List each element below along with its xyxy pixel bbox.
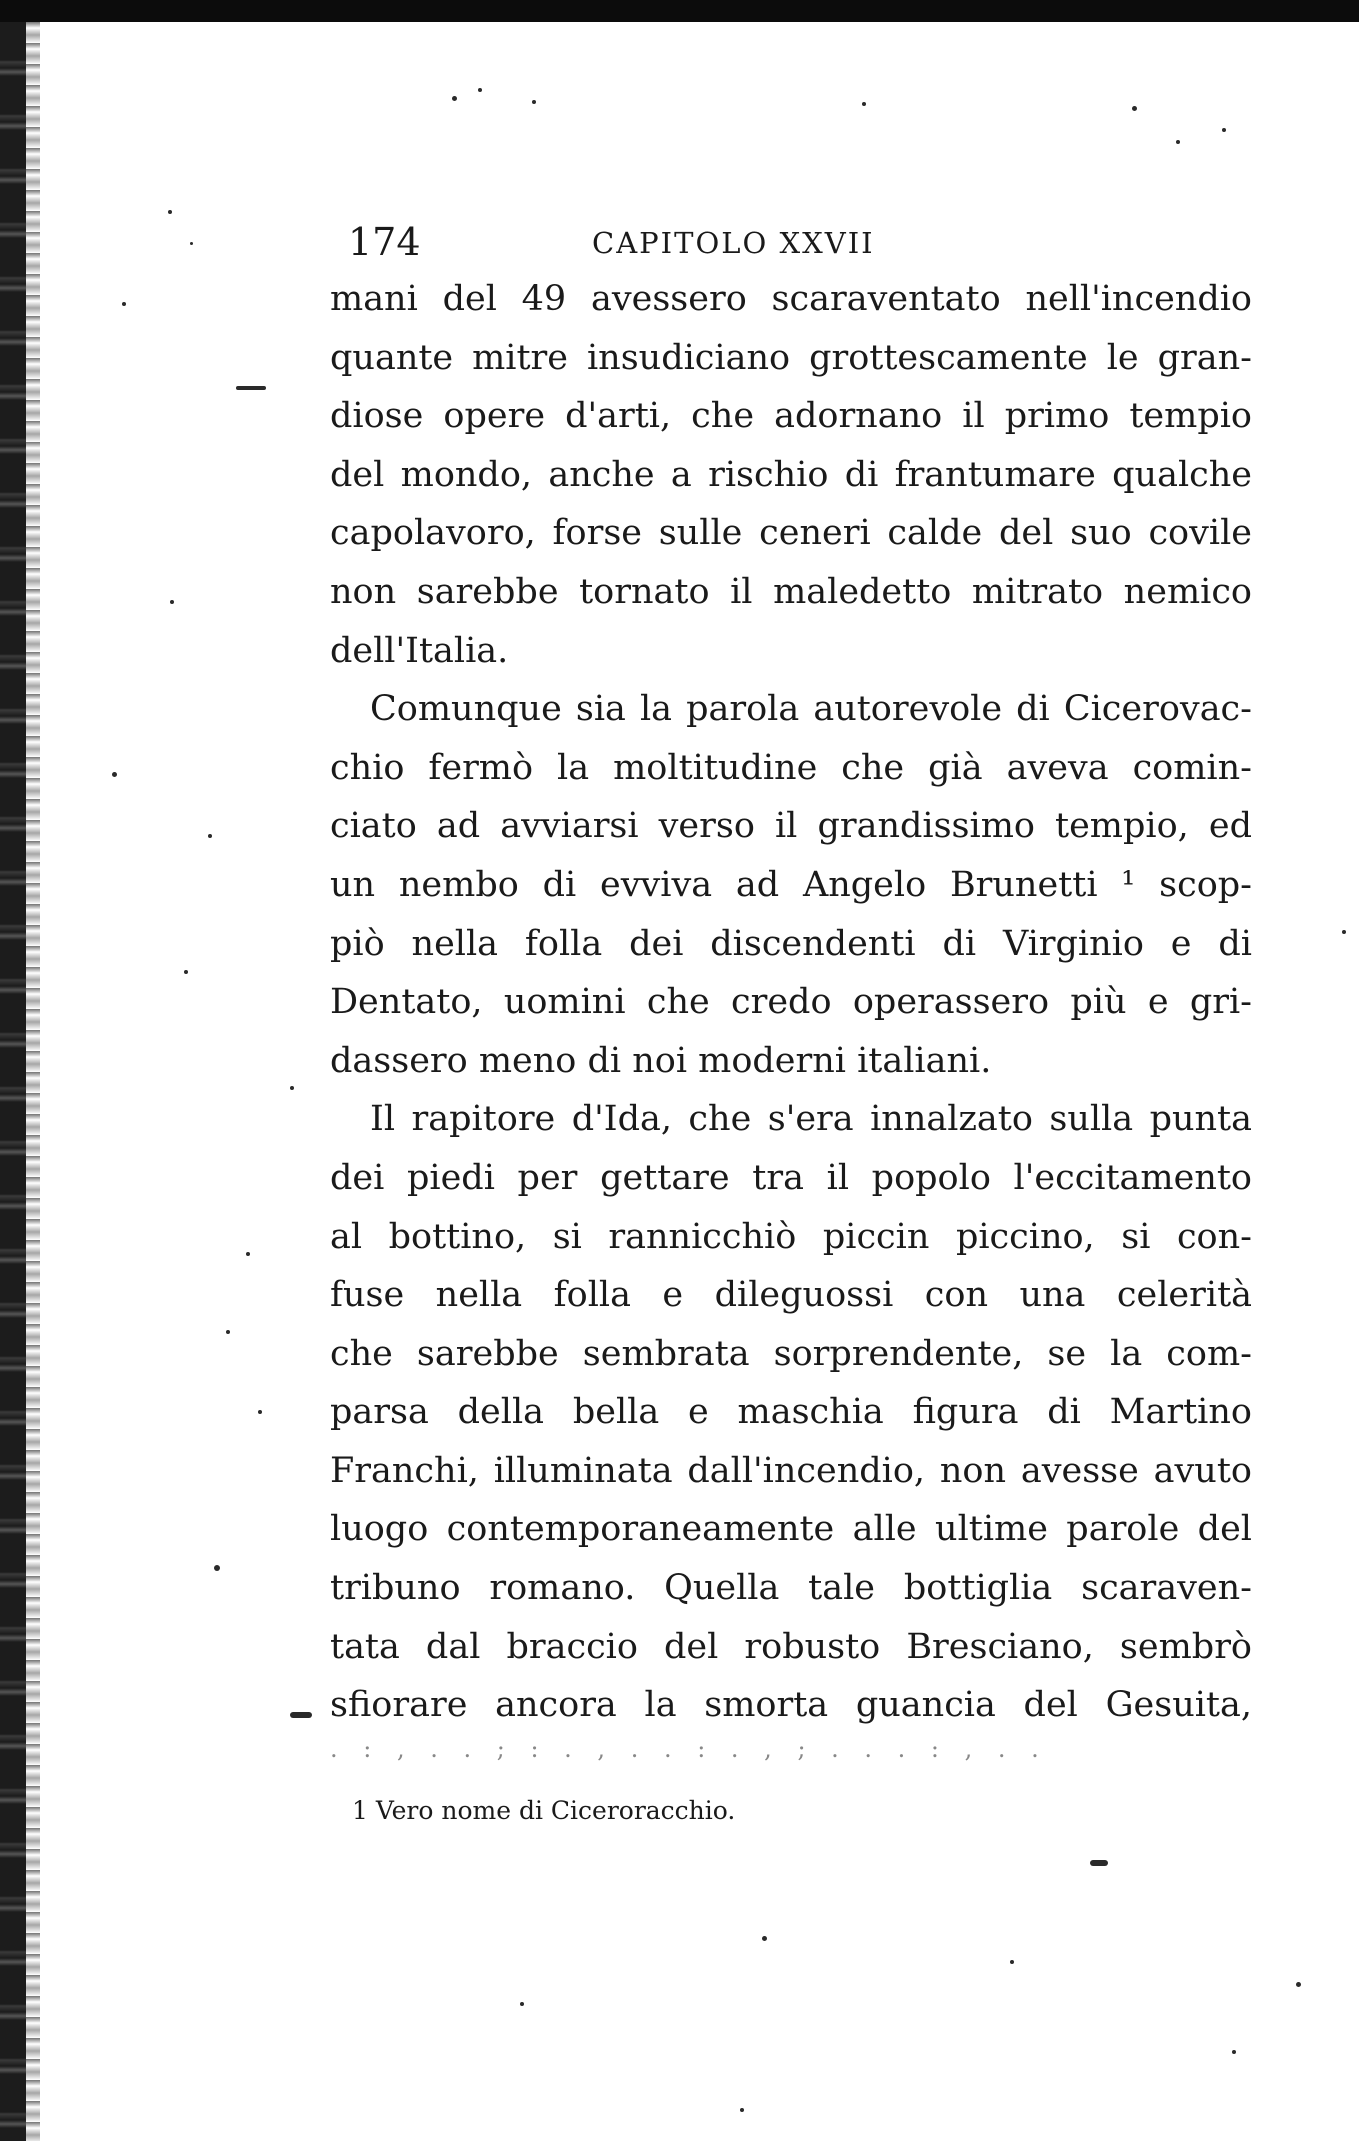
- chapter-title: CAPITOLO XXVII: [592, 226, 875, 260]
- speck: [478, 88, 482, 92]
- text-line: dell'Italia.: [330, 630, 509, 671]
- page-number: 174: [348, 220, 421, 264]
- scan-left-edge: [0, 22, 26, 2141]
- text-line: al bottino, si rannicchiò piccin piccino, si con-: [330, 1216, 1252, 1257]
- text-line: Dentato, uomini che credo operassero più e gri-: [330, 982, 1252, 1023]
- scan-top-border: [0, 0, 1359, 22]
- paragraph-3: [330, 1090, 1252, 1735]
- text-line: un nembo di evviva ad Angelo Brunetti ¹ scop-: [330, 864, 1252, 905]
- speck: [1232, 2050, 1236, 2054]
- speck: [862, 102, 866, 106]
- speck: [1176, 140, 1180, 144]
- paragraph-2: [330, 680, 1252, 1090]
- text-line: Comunque sia la parola autorevole di Cicerovac-: [370, 689, 1252, 730]
- speck: [1010, 1960, 1014, 1964]
- text-line: capolavoro, forse sulle ceneri calde del suo covile: [330, 513, 1252, 554]
- speck: [1296, 1982, 1301, 1987]
- speck: [184, 970, 188, 974]
- text-line: piò nella folla dei discendenti di Virginio e di: [330, 923, 1252, 964]
- page-header: [330, 220, 1252, 270]
- speck: [1090, 1860, 1108, 1866]
- text-line: diose opere d'arti, che adornano il primo tempio: [330, 396, 1252, 437]
- speck: [190, 242, 193, 245]
- speck: [520, 2002, 524, 2006]
- text-line: parsa della bella e maschia figura di Martino: [330, 1392, 1252, 1433]
- text-line: che sarebbe sembrata sorprendente, se la com-: [330, 1333, 1252, 1374]
- speck: [290, 1086, 294, 1090]
- paragraph-1: [330, 270, 1252, 680]
- speck: [112, 772, 117, 777]
- text-line: chio fermò la moltitudine che già aveva comin-: [330, 747, 1252, 788]
- speck: [1222, 128, 1226, 132]
- speck: [208, 834, 212, 838]
- scan-left-edge-fringe: [26, 22, 40, 2141]
- text-line: Franchi, illuminata dall'incendio, non avesse avuto: [330, 1450, 1252, 1491]
- speck: [170, 600, 174, 604]
- speck: [1132, 106, 1137, 111]
- speck: [246, 1252, 250, 1256]
- text-line: del mondo, anche a rischio di frantumare qualche: [330, 454, 1252, 495]
- text-line: dassero meno di noi moderni italiani.: [330, 1040, 992, 1081]
- book-page: [330, 220, 1252, 1831]
- speck: [214, 1565, 220, 1571]
- speck: [452, 96, 457, 101]
- speck: [740, 2108, 744, 2112]
- text-line: mani del 49 avessero scaraventato nell'incendio: [330, 279, 1252, 319]
- text-line: non sarebbe tornato il maledetto mitrato nemico: [330, 571, 1252, 612]
- text-line: dei piedi per gettare tra il popolo l'eccitamento: [330, 1157, 1252, 1198]
- speck: [290, 1712, 312, 1718]
- text-line: ciato ad avviarsi verso il grandissimo tempio, ed: [330, 806, 1252, 847]
- footnote: 1 Vero nome di Ciceroracchio.: [352, 1795, 736, 1825]
- text-line: Il rapitore d'Ida, che s'era innalzato sulla punta: [370, 1099, 1252, 1140]
- text-line: tata dal braccio del robusto Bresciano, sembrò: [330, 1626, 1252, 1667]
- speck: [122, 302, 126, 306]
- text-line: fuse nella folla e dileguossi con una celerità: [330, 1275, 1252, 1316]
- faded-bleedthrough-line: . : , . . ; : . , . . : . , ; . . . : , . .: [330, 1734, 1048, 1763]
- speck: [532, 100, 536, 104]
- speck: [762, 1936, 767, 1941]
- text-line: luogo contemporaneamente alle ultime parole del: [330, 1509, 1252, 1550]
- speck: [236, 386, 266, 390]
- speck: [258, 1410, 262, 1414]
- speck: [1342, 930, 1346, 934]
- speck: [168, 210, 172, 214]
- text-line: sfiorare ancora la smorta guancia del Gesuita,: [330, 1685, 1252, 1726]
- text-line: quante mitre insudiciano grottescamente le gran-: [330, 337, 1252, 378]
- text-line: tribuno romano. Quella tale bottiglia scaraven-: [330, 1568, 1252, 1609]
- speck: [226, 1330, 230, 1334]
